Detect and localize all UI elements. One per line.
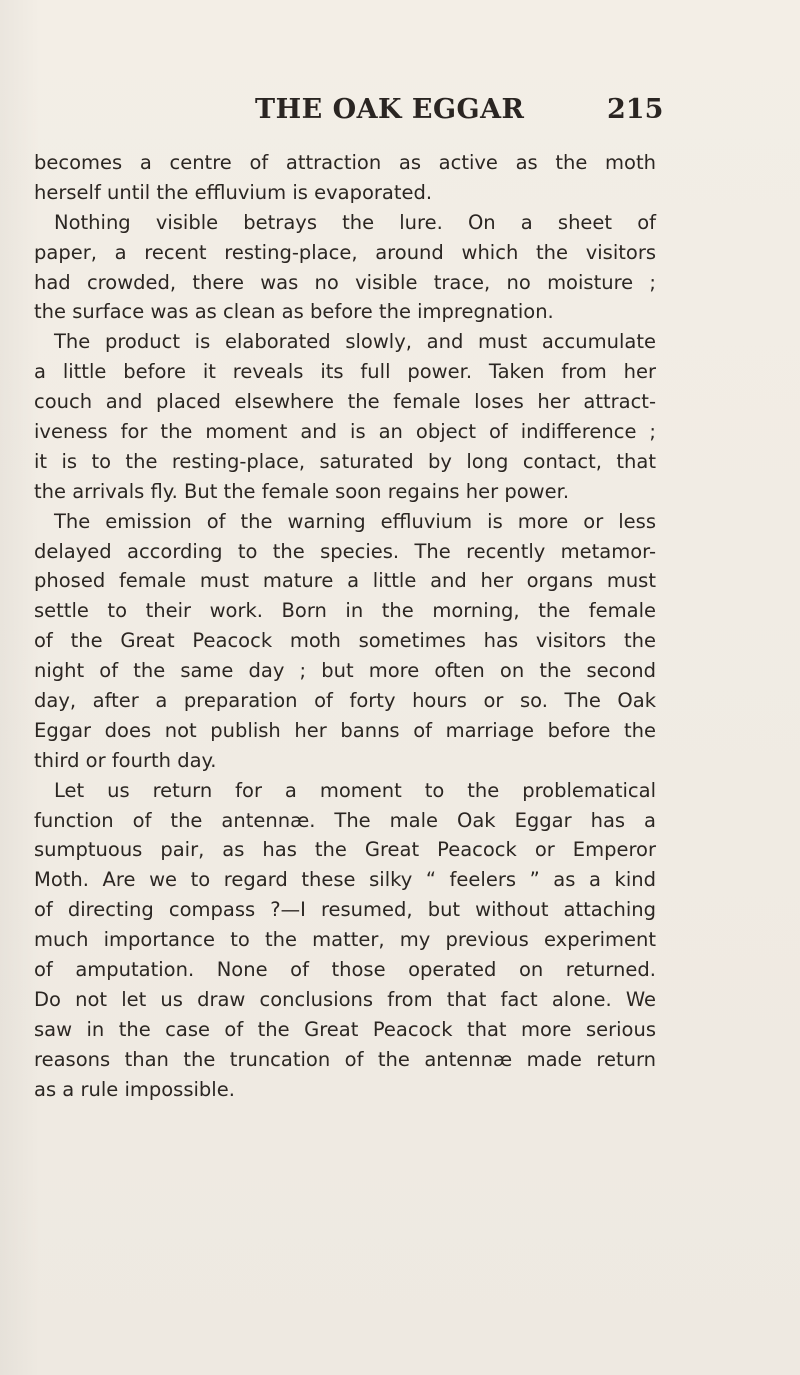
text-line: the arrivals fly. But the female soon regains her power. xyxy=(34,479,570,503)
text-line: settle to their work. Born in the morning, the female xyxy=(34,599,656,623)
text-line: day, after a preparation of forty hours or so. The Oak xyxy=(34,689,656,713)
text-line: Let us return for a moment to the problematical xyxy=(54,778,656,802)
text-line: had crowded, there was no visible trace, no moisture ; xyxy=(34,270,656,294)
text-line: Eggar does not publish her banns of marriage before the xyxy=(34,718,656,742)
text-line: night of the same day ; but more often on the second xyxy=(34,659,656,683)
text-line: the surface was as clean as before the impregnation. xyxy=(34,300,554,324)
text-line: a little before it reveals its full power. Taken from her xyxy=(34,360,656,384)
text-line: iveness for the moment and is an object of indifference ; xyxy=(34,420,656,444)
running-head xyxy=(0,94,800,134)
text-line: function of the antennæ. The male Oak Eggar has a xyxy=(34,808,656,832)
text-line: of the Great Peacock moth sometimes has visitors the xyxy=(34,629,656,653)
text-line: it is to the resting-place, saturated by long contact, that xyxy=(34,449,656,473)
text-line: third or fourth day. xyxy=(34,748,217,772)
text-line: as a rule impossible. xyxy=(34,1077,235,1101)
text-line: Moth. Are we to regard these silky “ feelers ” as a kind xyxy=(34,868,656,892)
text-line: reasons than the truncation of the antennæ made return xyxy=(34,1047,656,1071)
text-line: paper, a recent resting-place, around which the visitors xyxy=(34,240,656,264)
body-text xyxy=(34,148,656,1105)
text-line: phosed female must mature a little and her organs must xyxy=(34,569,656,593)
text-line: The emission of the warning effluvium is more or less xyxy=(54,509,656,533)
text-line: Nothing visible betrays the lure. On a sheet of xyxy=(54,210,656,234)
text-line: saw in the case of the Great Peacock that more serious xyxy=(34,1017,656,1041)
text-line: Do not let us draw conclusions from that fact alone. We xyxy=(34,987,656,1011)
text-line: of directing compass ?—I resumed, but without attaching xyxy=(34,898,656,922)
text-line: delayed according to the species. The recently metamor- xyxy=(34,539,656,563)
text-line: much importance to the matter, my previous experiment xyxy=(34,928,656,952)
running-head-title: THE OAK EGGAR xyxy=(255,94,525,125)
text-line: of amputation. None of those operated on returned. xyxy=(34,958,656,982)
text-line: herself until the effluvium is evaporated. xyxy=(34,180,433,204)
page-number: 215 xyxy=(607,94,664,125)
text-line: couch and placed elsewhere the female loses her attract- xyxy=(34,390,656,414)
text-line: The product is elaborated slowly, and must accumulate xyxy=(54,330,656,354)
text-line: sumptuous pair, as has the Great Peacock or Emperor xyxy=(34,838,656,862)
text-line: becomes a centre of attraction as active as the moth xyxy=(34,151,656,174)
